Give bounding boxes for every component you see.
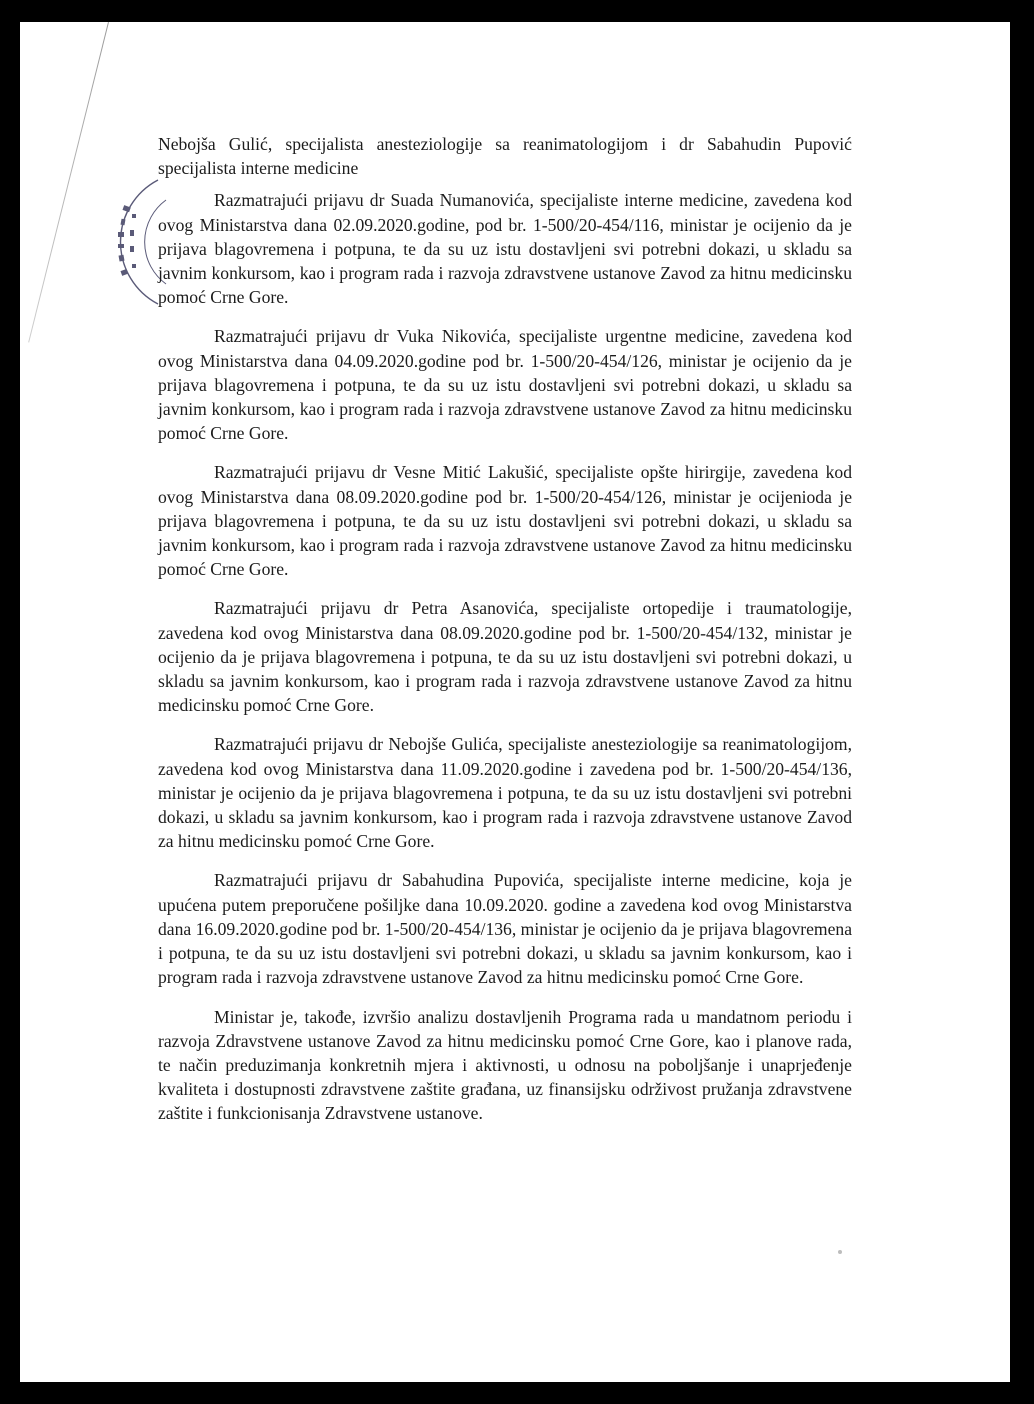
paragraph-gulic: Razmatrajući prijavu dr Nebojše Gulića, specijaliste anesteziologije sa reanimatologijom, zavedena kod ovog Ministarstva dana 11.09.2020.godine i zavedena pod br. 1-500/20-454/136, ministar je ocijenio da je prijava blagovremena i potpuna, te da su uz istu dostavljeni svi potrebni dokazi, u skladu sa javnim konkursom, kao i program rada i razvoja zdravstvene ustanove Zavod za hitnu medicinsku pomoć Crne Gore. [158,734,852,852]
scan-dust-speck [838,1250,842,1254]
paragraph-mitic-lakusic: Razmatrajući prijavu dr Vesne Mitić Lakušić, specijaliste opšte hirirgije, zavedena kod ovog Ministarstva dana 08.09.2020.godine pod br. 1-500/20-454/126, ministar je ocijenioda je prijava blagovremena i potpuna, te da su uz istu dostavljeni svi potrebni dokazi, u skladu sa javnim konkursom, kao i program rada i razvoja zdravstvene ustanove Zavod za hitnu medicinsku pomoć Crne Gore. [158,462,852,580]
paragraph-analysis: Ministar je, takođe, izvršio analizu dostavljenih Programa rada u mandatnom periodu i razvoja Zdravstvene ustanove Zavod za hitnu medicinsku pomoć Crne Gore, kao i planove rada, te način preduzimanja konkretnih mjera i aktivnosti, u odnosu na poboljšanje i unaprjeđenje kvaliteta i dostupnosti zdravstvene zaštite građana, uz finansijsku održivost pružanja zdravstvene zaštite i funkcionisanja Zdravstvene ustanove. [158,1006,852,1124]
paragraph-intro: Nebojša Gulić, specijalista anesteziologije sa reanimatologijom i dr Sabahudin Pupović specijalista interne medicine [158,134,852,179]
partial-round-seal-icon [80,172,170,312]
paragraph-numanovic: Razmatrajući prijavu dr Suada Numanovića, specijaliste interne medicine, zavedena kod ovog Ministarstva dana 02.09.2020.godine, pod br. 1-500/20-454/116, ministar je ocijenio da je prijava blagovremena i potpuna, te da su uz istu dostavljeni svi potrebni dokazi, u skladu sa javnim konkursom, kao i program rada i razvoja zdravstvene ustanove Zavod za hitnu medicinsku pomoć Crne Gore. [158,190,852,308]
paragraph-asanovic: Razmatrajući prijavu dr Petra Asanovića, specijaliste ortopedije i traumatologije, zavedena kod ovog Ministarstva dana 08.09.2020.godine pod br. 1-500/20-454/132, ministar je ocijenio da je prijava blagovremena i potpuna, te da su uz istu dostavljeni svi potrebni dokazi, u skladu sa javnim konkursom, kao i program rada i razvoja zdravstvene ustanove Zavod za hitnu medicinsku pomoć Crne Gore. [158,598,852,716]
paragraph-nikovic: Razmatrajući prijavu dr Vuka Nikovića, specijaliste urgentne medicine, zavedena kod ovog Ministarstva dana 04.09.2020.godine pod br. 1-500/20-454/126, ministar je ocijenio da je prijava blagovremena i potpuna, te da su uz istu dostavljeni svi potrebni dokazi, u skladu sa javnim konkursom, kao i program rada i razvoja zdravstvene ustanove Zavod za hitnu medicinsku pomoć Crne Gore. [158,326,852,444]
document-body [158,132,852,1141]
paragraph-pupovic: Razmatrajući prijavu dr Sabahudina Pupovića, specijaliste interne medicine, koja je upućena putem preporučene pošiljke dana 10.09.2020. godine a zavedena kod ovog Ministarstva dana 16.09.2020.godine pod br. 1-500/20-454/136, ministar je ocijenio da je prijava blagovremena i potpuna, te da su uz istu dostavljeni svi potrebni dokazi, u skladu sa javnim konkursom, kao i program rada i razvoja zdravstvene ustanove Zavod za hitnu medicinsku pomoć Crne Gore. [158,870,852,988]
